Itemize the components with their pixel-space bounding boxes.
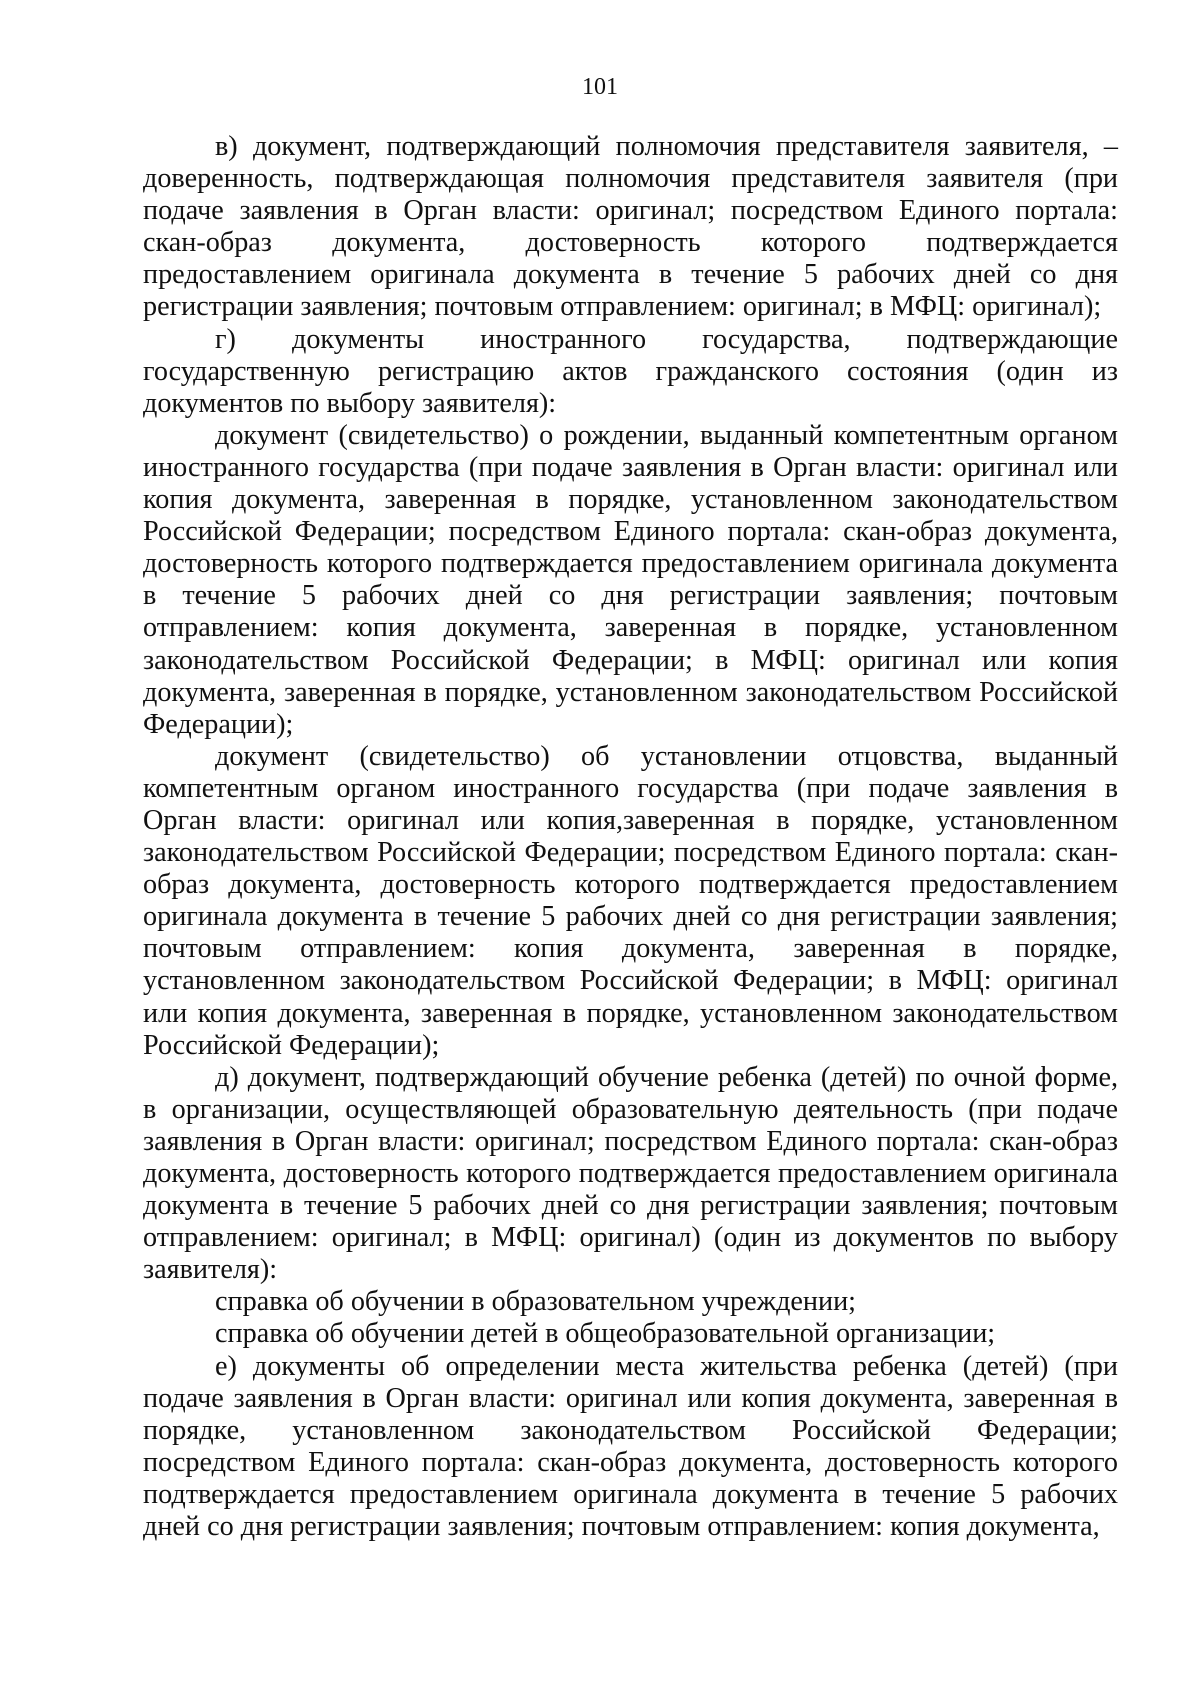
paragraph-g-foreign-documents: г) документы иностранного государства, подтверждающие государственную регистрацию актов гражданского состояния (один из документов по выбору заявителя): (143, 323, 1118, 419)
paragraph-education-certificate: справка об обучении в образовательном учреждении; (215, 1286, 857, 1318)
document-body (143, 131, 1118, 1543)
paragraph-paternity-certificate: документ (свидетельство) об установлении отцовства, выданный компетентным органом иностранного государства (при подаче заявления в Орган власти: оригинал или копия,заверенная в порядке, установленном законодательством Российской Федерации; посредством Единого портала: скан-образ документа, достоверность которого подтверждается предоставлением оригинала документа в течение 5 рабочих дней со дня регистрации заявления; почтовым отправлением: копия документа, заверенная в порядке, установленном законодательством Российской Федерации; в МФЦ: оригинал или копия документа, заверенная в порядке, установленном законодательством Российской Федерации); (143, 740, 1118, 1061)
paragraph-v-representative-authority: в) документ, подтверждающий полномочия представителя заявителя, – доверенность, подтверждающая полномочия представителя заявителя (при подаче заявления в Орган власти: оригинал; посредством Единого портала: скан-образ документа, достоверность которого подтверждается предоставлением оригинала документа в течение 5 рабочих дней со дня регистрации заявления; почтовым отправлением: оригинал; в МФЦ: оригинал); (143, 131, 1118, 323)
paragraph-general-education-certificate: справка об обучении детей в общеобразовательной организации; (215, 1318, 996, 1350)
paragraph-d-education-document: д) документ, подтверждающий обучение ребенка (детей) по очной форме, в организации, осуществляющей образовательную деятельность (при подаче заявления в Орган власти: оригинал; посредством Единого портала: скан-образ документа, достоверность которого подтверждается предоставлением оригинала документа в течение 5 рабочих дней со дня регистрации заявления; почтовым отправлением: оригинал; в МФЦ: оригинал) (один из документов по выбору заявителя): (143, 1061, 1118, 1286)
paragraph-birth-certificate: документ (свидетельство) о рождении, выданный компетентным органом иностранного государства (при подаче заявления в Орган власти: оригинал или копия документа, заверенная в порядке, установленном законодательством Российской Федерации; посредством Единого портала: скан-образ документа, достоверность которого подтверждается предоставлением оригинала документа в течение 5 рабочих дней со дня регистрации заявления; почтовым отправлением: копия документа, заверенная в порядке, установленном законодательством Российской Федерации; в МФЦ: оригинал или копия документа, заверенная в порядке, установленном законодательством Российской Федерации); (143, 419, 1118, 740)
page-number: 101 (582, 74, 618, 100)
paragraph-e-residence-documents: е) документы об определении места жительства ребенка (детей) (при подаче заявления в Орган власти: оригинал или копия документа, заверенная в порядке, установленном законодательством Российской Федерации; посредством Единого портала: скан-образ документа, достоверность которого подтверждается предоставлением оригинала документа в течение 5 рабочих дней со дня регистрации заявления; почтовым отправлением: копия документа, (143, 1350, 1118, 1543)
